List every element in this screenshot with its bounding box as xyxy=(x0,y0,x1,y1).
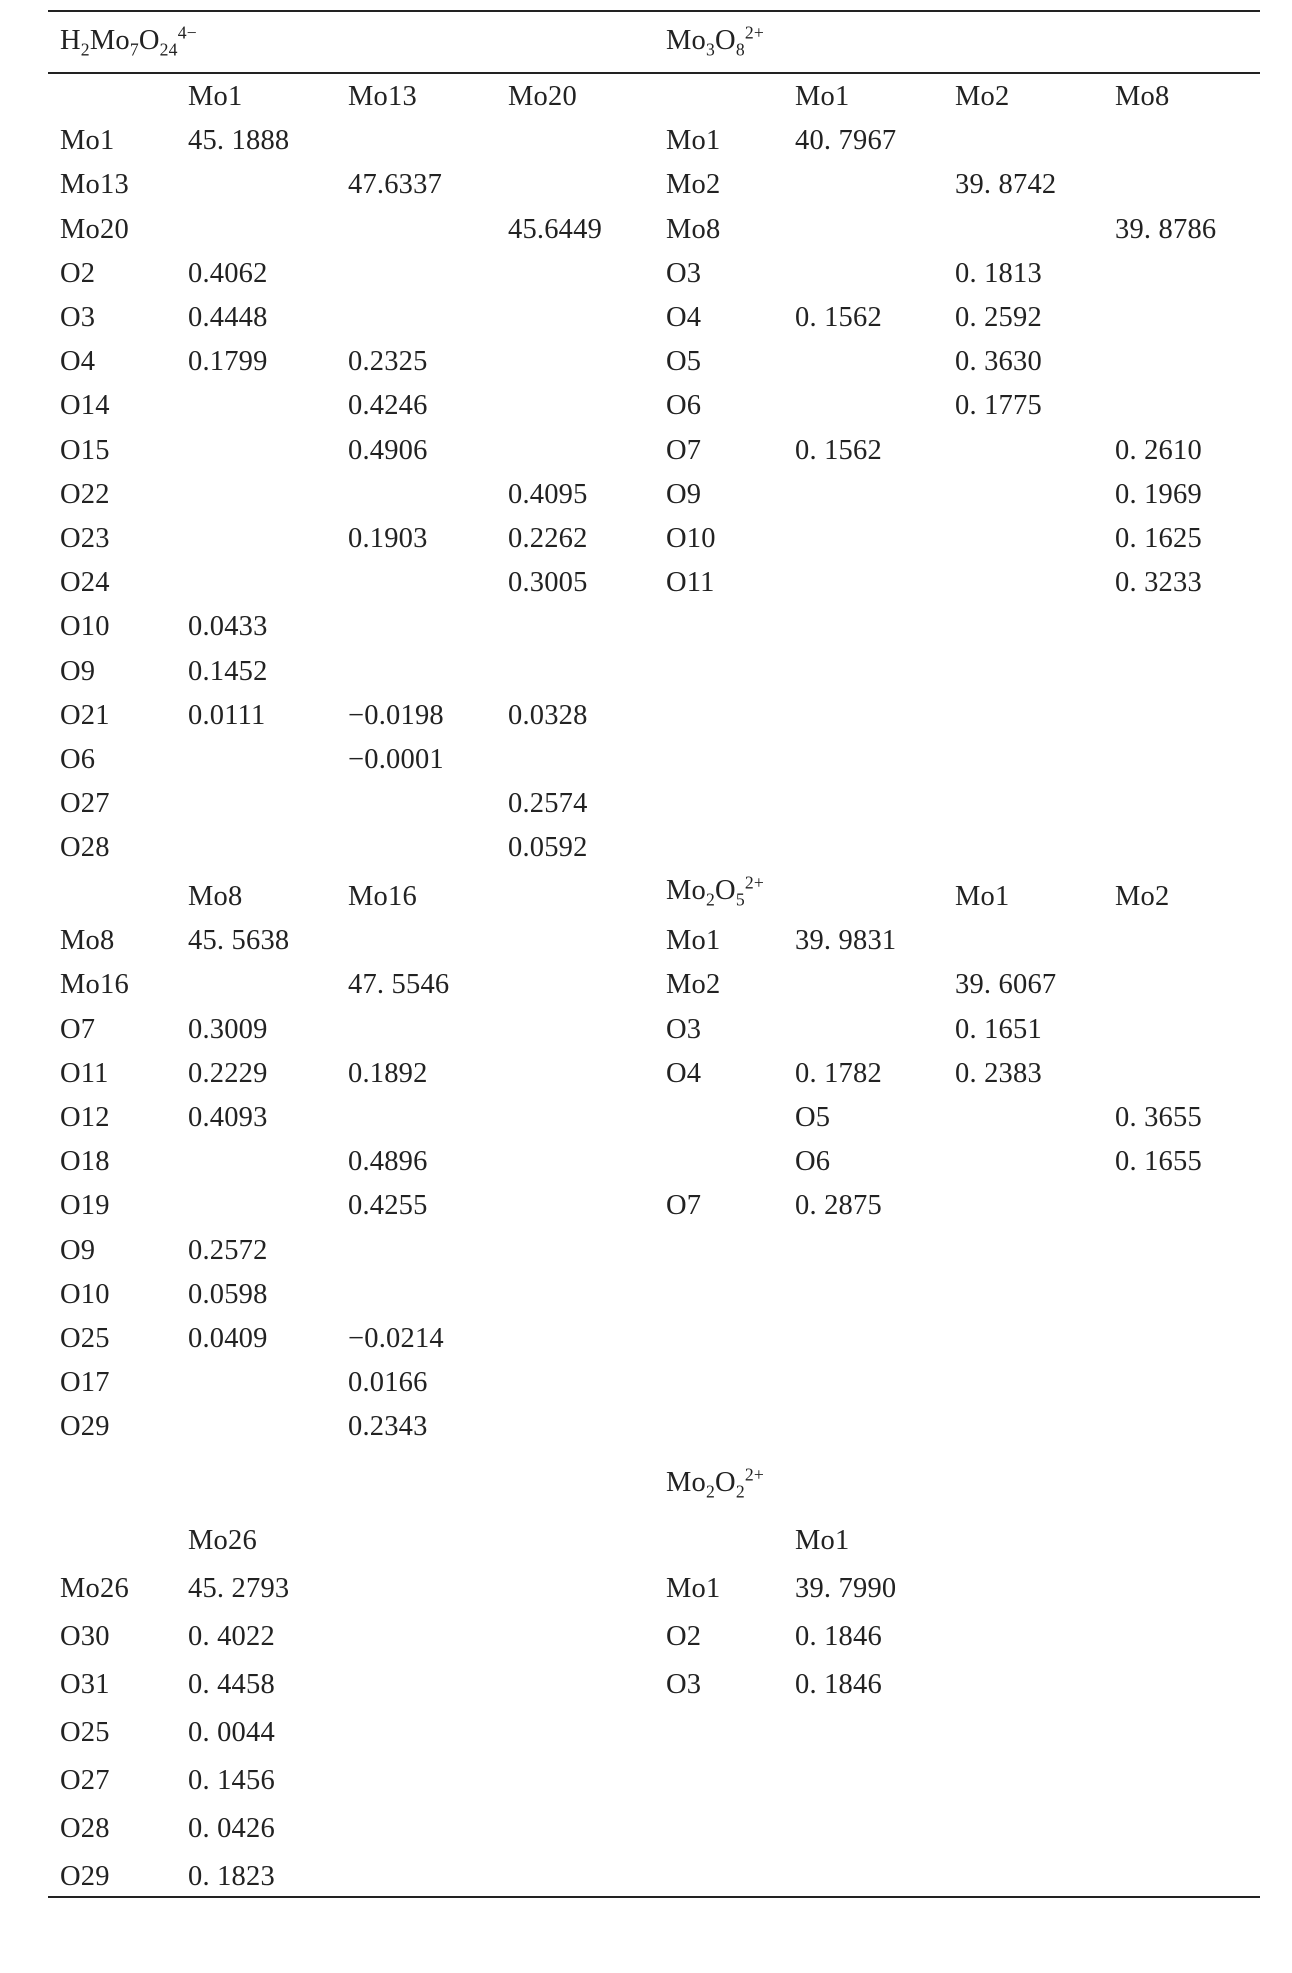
left-block0-row-label: O9 xyxy=(60,655,96,687)
left-block2-row-label: Mo26 xyxy=(60,1573,129,1604)
right-block1-col-header: Mo2 xyxy=(1115,881,1170,912)
left-block1-cell: 0.2229 xyxy=(188,1057,268,1089)
right-block0-cell: 0. 1813 xyxy=(955,257,1042,289)
right-block0-row-label: O10 xyxy=(666,523,716,554)
left-block1-row-label: O7 xyxy=(60,1013,96,1045)
left-block0-cell: 0.4448 xyxy=(188,302,268,333)
top-rule xyxy=(48,10,1260,12)
right-block1-cell: 0. 1655 xyxy=(1115,1146,1202,1178)
left-block0-cell: 0.4906 xyxy=(348,434,428,466)
left-block1-cell: 0.0598 xyxy=(188,1278,268,1310)
left-block0-row-label: Mo1 xyxy=(60,125,115,157)
left-block0-col-header: Mo20 xyxy=(508,81,577,112)
left-block0-cell: 0.4062 xyxy=(188,257,268,289)
right-block1-cell: 0. 1782 xyxy=(795,1057,882,1089)
left-block1-cell: 0.2343 xyxy=(348,1411,428,1443)
left-block1-cell: −0.0214 xyxy=(348,1323,444,1354)
left-block0-cell: 0.3005 xyxy=(508,567,588,599)
left-block0-row-label: Mo13 xyxy=(60,169,129,201)
right-block2-col-header: Mo1 xyxy=(795,1525,850,1556)
left-block0-row-label: Mo20 xyxy=(60,213,129,245)
right-block0-row-label: O5 xyxy=(666,346,702,378)
right-block2-row-label: O2 xyxy=(666,1621,702,1652)
right-block0-cell: 0. 3233 xyxy=(1115,567,1202,599)
right-block1-cell: 0. 2875 xyxy=(795,1190,882,1222)
left-block2-row-label: O28 xyxy=(60,1813,110,1844)
left-block1-cell: 0.2572 xyxy=(188,1234,268,1266)
right-block2-cell: 0. 1846 xyxy=(795,1621,882,1652)
left-block1-row-label: O17 xyxy=(60,1367,110,1399)
left-block2-row-label: O30 xyxy=(60,1621,110,1652)
left-block1-row-label: Mo16 xyxy=(60,969,129,1001)
left-block2-cell: 0. 0426 xyxy=(188,1813,275,1844)
right-block0-cell: 0. 3630 xyxy=(955,346,1042,378)
left-block0-cell: 0.0111 xyxy=(188,699,266,731)
right-block0-cell: 39. 8786 xyxy=(1115,213,1217,245)
right-block0-cell: 0. 1775 xyxy=(955,390,1042,422)
bottom-rule xyxy=(48,1896,1260,1898)
right-block2-title: $Mo_2O_2^{2+}$ xyxy=(666,1464,765,1502)
left-block1-cell: 0.4255 xyxy=(348,1190,428,1222)
left-block1-cell: 47. 5546 xyxy=(348,969,450,1001)
left-block0-cell: 0.2262 xyxy=(508,523,588,554)
right-block0-row-label: Mo8 xyxy=(666,213,721,245)
left-block1-cell: 0.4093 xyxy=(188,1102,268,1133)
left-block1-cell: 45. 5638 xyxy=(188,925,290,957)
right-block1-row-label: O3 xyxy=(666,1013,702,1045)
left-block0-row-label: O24 xyxy=(60,567,110,599)
left-block0-cell: 0.4095 xyxy=(508,478,588,510)
left-block0-row-label: O6 xyxy=(60,744,96,775)
right-block0-row-label: O7 xyxy=(666,434,702,466)
left-block2-row-label: O27 xyxy=(60,1765,110,1796)
right-block2-cell: 39. 7990 xyxy=(795,1573,897,1604)
left-block1-row-label: Mo8 xyxy=(60,925,115,957)
right-block0-row-label: O4 xyxy=(666,302,702,333)
left-block0-cell: 45. 1888 xyxy=(188,125,290,157)
left-block0-row-label: O27 xyxy=(60,788,110,820)
right-block1-cell: 0. 1651 xyxy=(955,1013,1042,1045)
left-block0-cell: 0.0328 xyxy=(508,699,588,731)
right-block1-cell: 39. 9831 xyxy=(795,925,897,957)
right-block0-cell: 0. 1625 xyxy=(1115,523,1202,554)
right-species-title: $Mo_3O_8^{2+}$ xyxy=(666,22,765,60)
left-block0-cell: 0.1903 xyxy=(348,523,428,554)
right-block0-cell: 0. 2592 xyxy=(955,302,1042,333)
left-block0-row-label: O10 xyxy=(60,611,110,643)
right-block0-col-header: Mo1 xyxy=(795,81,850,112)
left-block2-cell: 0. 4022 xyxy=(188,1621,275,1652)
left-block2-cell: 0. 4458 xyxy=(188,1669,275,1700)
left-block1-row-label: O11 xyxy=(60,1057,109,1089)
header-rule xyxy=(48,72,1260,74)
right-block2-row-label: O3 xyxy=(666,1669,702,1700)
left-block1-cell: 0.1892 xyxy=(348,1057,428,1089)
left-species-title: $H_2Mo_7O_{24}^{4-}$ xyxy=(60,22,197,60)
left-block1-row-label: O29 xyxy=(60,1411,110,1443)
left-block0-cell: 0.0592 xyxy=(508,832,588,864)
right-block0-row-label: O9 xyxy=(666,478,702,510)
left-block0-row-label: O28 xyxy=(60,832,110,864)
left-block1-row-label: O25 xyxy=(60,1323,110,1354)
left-block0-col-header: Mo1 xyxy=(188,81,243,112)
left-block0-cell: 0.2325 xyxy=(348,346,428,378)
right-block0-cell: 0. 1969 xyxy=(1115,478,1202,510)
left-block2-cell: 45. 2793 xyxy=(188,1573,290,1604)
left-block1-col-header: Mo8 xyxy=(188,881,243,912)
left-block0-row-label: O21 xyxy=(60,699,110,731)
right-block1-cell: O5 xyxy=(795,1102,831,1133)
right-block0-row-label: Mo1 xyxy=(666,125,721,157)
left-block1-col-header: Mo16 xyxy=(348,881,417,912)
right-block0-row-label: O3 xyxy=(666,257,702,289)
right-block2-cell: 0. 1846 xyxy=(795,1669,882,1700)
right-block0-col-header: Mo2 xyxy=(955,81,1010,112)
left-block0-row-label: O23 xyxy=(60,523,110,554)
right-block0-row-label: O6 xyxy=(666,390,702,422)
left-block0-cell: 0.0433 xyxy=(188,611,268,643)
left-block1-cell: 0.4896 xyxy=(348,1146,428,1178)
right-block1-cell: 0. 2383 xyxy=(955,1057,1042,1089)
left-block2-row-label: O29 xyxy=(60,1861,110,1892)
right-block0-row-label: Mo2 xyxy=(666,169,721,201)
left-block0-row-label: O2 xyxy=(60,257,96,289)
left-block2-cell: 0. 0044 xyxy=(188,1717,275,1748)
right-block1-cell: 39. 6067 xyxy=(955,969,1057,1001)
right-block1-row-label: O4 xyxy=(666,1057,702,1089)
left-block0-cell: 0.1799 xyxy=(188,346,268,378)
left-block1-cell: 0.3009 xyxy=(188,1013,268,1045)
right-block1-cell: O6 xyxy=(795,1146,831,1178)
right-block1-col-header: Mo1 xyxy=(955,881,1010,912)
right-block2-row-label: Mo1 xyxy=(666,1573,721,1604)
left-block0-cell: 0.4246 xyxy=(348,390,428,422)
left-block0-cell: 0.1452 xyxy=(188,655,268,687)
left-block0-col-header: Mo13 xyxy=(348,81,417,112)
right-block0-cell: 39. 8742 xyxy=(955,169,1057,201)
left-block2-row-label: O31 xyxy=(60,1669,110,1700)
left-block0-row-label: O22 xyxy=(60,478,110,510)
right-block0-cell: 0. 1562 xyxy=(795,434,882,466)
left-block2-col-header: Mo26 xyxy=(188,1525,257,1556)
right-block1-title: $Mo_2O_5^{2+}$ xyxy=(666,872,765,910)
right-block0-col-header: Mo8 xyxy=(1115,81,1170,112)
left-block0-cell: 0.2574 xyxy=(508,788,588,820)
left-block1-row-label: O10 xyxy=(60,1278,110,1310)
left-block1-row-label: O19 xyxy=(60,1190,110,1222)
right-block0-cell: 0. 2610 xyxy=(1115,434,1202,466)
left-block0-cell: 45.6449 xyxy=(508,213,603,245)
left-block0-cell: 47.6337 xyxy=(348,169,443,201)
right-block1-row-label: Mo1 xyxy=(666,925,721,957)
left-block0-row-label: O14 xyxy=(60,390,110,422)
left-block2-cell: 0. 1823 xyxy=(188,1861,275,1892)
left-block0-row-label: O3 xyxy=(60,302,96,333)
right-block1-cell: 0. 3655 xyxy=(1115,1102,1202,1133)
right-block0-row-label: O11 xyxy=(666,567,715,599)
left-block1-row-label: O18 xyxy=(60,1146,110,1178)
right-block1-row-label: Mo2 xyxy=(666,969,721,1001)
left-block1-row-label: O9 xyxy=(60,1234,96,1266)
left-block1-cell: 0.0166 xyxy=(348,1367,428,1399)
left-block0-row-label: O15 xyxy=(60,434,110,466)
right-block0-cell: 40. 7967 xyxy=(795,125,897,157)
left-block1-cell: 0.0409 xyxy=(188,1323,268,1354)
left-block0-row-label: O4 xyxy=(60,346,96,378)
left-block1-row-label: O12 xyxy=(60,1102,110,1133)
right-block1-row-label: O7 xyxy=(666,1190,702,1222)
left-block2-row-label: O25 xyxy=(60,1717,110,1748)
right-block0-cell: 0. 1562 xyxy=(795,302,882,333)
left-block0-cell: −0.0001 xyxy=(348,744,444,775)
left-block2-cell: 0. 1456 xyxy=(188,1765,275,1796)
left-block0-cell: −0.0198 xyxy=(348,699,444,731)
